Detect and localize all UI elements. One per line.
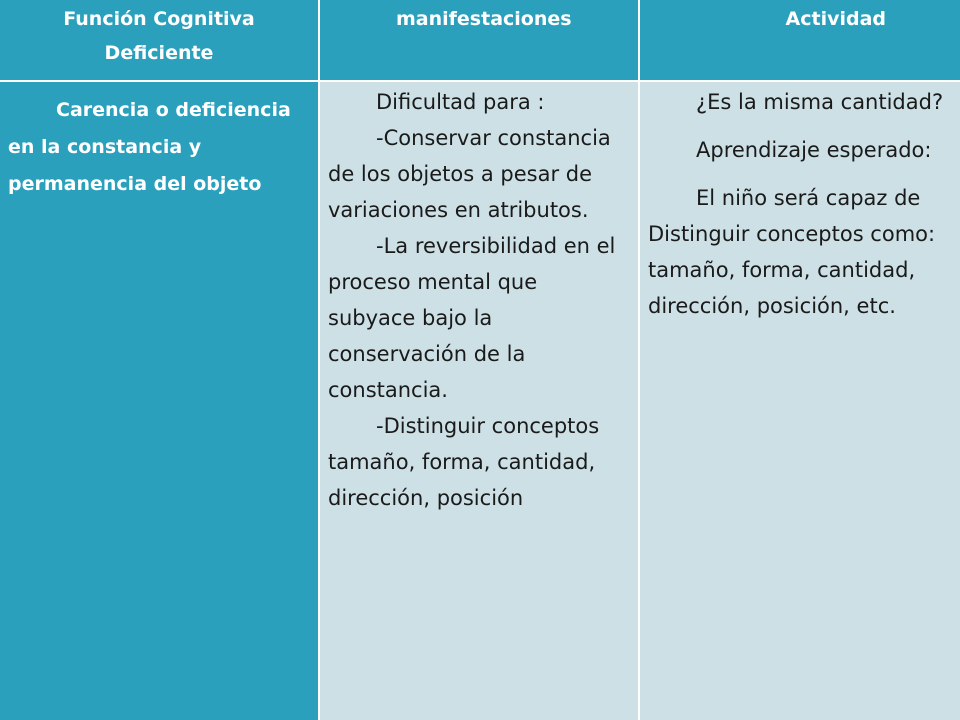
actividad-line: ¿Es la misma cantidad? [696,90,944,114]
actividad-line: Aprendizaje esperado: [696,138,932,162]
cell-funcion [0,82,320,720]
header-actividad-label: Actividad [785,8,886,30]
header-manifestaciones [320,0,640,82]
header-funcion-label: Función Cognitiva Deficiente [63,8,255,64]
manifestacion-line: -La reversibilidad en el proceso mental que subyace bajo la conservación de la constancia. [328,234,616,402]
manifestacion-line: -Distinguir conceptos tamaño, forma, cantidad, dirección, posición [328,414,600,510]
cell-manifestaciones [320,82,640,720]
manifestacion-line: -Conservar constancia de los objetos a pesar de variaciones en atributos. [328,126,611,222]
header-funcion-cognitiva [0,0,320,82]
header-actividad [640,0,960,82]
actividad-line: El niño será capaz de Distinguir conceptos como: tamaño, forma, cantidad, dirección, posición, etc. [648,186,936,318]
manifestacion-line: Dificultad para : [376,90,545,114]
header-manifestaciones-label: manifestaciones [396,8,572,30]
funcion-text: Carencia o deficiencia en la constancia y permanencia del objeto [8,99,291,195]
cell-actividad [640,82,960,720]
